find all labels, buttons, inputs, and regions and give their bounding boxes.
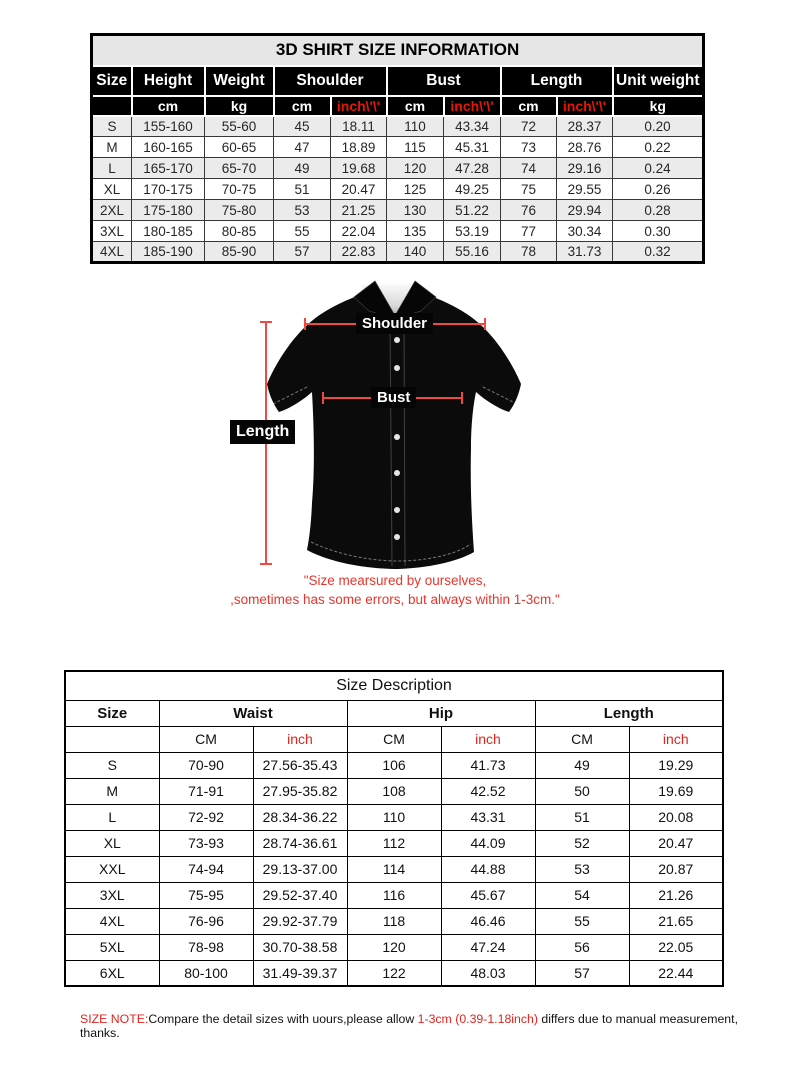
column-group-row bbox=[65, 700, 723, 726]
table-row bbox=[92, 116, 704, 137]
table-cell: 18.11 bbox=[331, 116, 387, 137]
table-cell: 28.76 bbox=[557, 137, 613, 158]
table-row bbox=[92, 221, 704, 242]
table-cell: XXL bbox=[65, 856, 159, 882]
table-cell: 19.69 bbox=[629, 778, 723, 804]
table-cell: 29.92-37.79 bbox=[253, 908, 347, 934]
size-note-highlight: 1-3cm (0.39-1.18inch) bbox=[417, 1012, 538, 1026]
table-cell: 74 bbox=[501, 158, 557, 179]
col-header-height: Height bbox=[132, 66, 205, 96]
table-cell: 78 bbox=[501, 242, 557, 263]
table-cell: 45.67 bbox=[441, 882, 535, 908]
table-cell: 43.34 bbox=[444, 116, 501, 137]
col-header-size: Size bbox=[92, 66, 132, 96]
table-cell: 21.26 bbox=[629, 882, 723, 908]
table-row bbox=[92, 179, 704, 200]
table-cell: 30.70-38.58 bbox=[253, 934, 347, 960]
table-cell: 28.34-36.22 bbox=[253, 804, 347, 830]
table-cell: 20.47 bbox=[331, 179, 387, 200]
table-cell: 43.31 bbox=[441, 804, 535, 830]
table-cell: M bbox=[65, 778, 159, 804]
table-cell: 31.49-39.37 bbox=[253, 960, 347, 986]
unit-cell bbox=[92, 96, 132, 116]
shoulder-label: Shoulder bbox=[356, 313, 433, 334]
table-cell: 0.22 bbox=[613, 137, 704, 158]
table-cell: M bbox=[92, 137, 132, 158]
unit-cell-inch: inch bbox=[629, 726, 723, 752]
table-row bbox=[65, 908, 723, 934]
table-cell: 22.04 bbox=[331, 221, 387, 242]
table-row bbox=[65, 752, 723, 778]
table-cell: 27.56-35.43 bbox=[253, 752, 347, 778]
table-cell: 120 bbox=[387, 158, 444, 179]
shirt-size-info-title: 3D SHIRT SIZE INFORMATION bbox=[92, 35, 704, 66]
table-cell: 29.16 bbox=[557, 158, 613, 179]
table-cell: 55-60 bbox=[205, 116, 274, 137]
table-title-row bbox=[65, 671, 723, 700]
table-cell: 18.89 bbox=[331, 137, 387, 158]
unit-cell-inch: inch\'\' bbox=[444, 96, 501, 116]
table-cell: 4XL bbox=[65, 908, 159, 934]
measure-disclaimer-line1: "Size mearsured by ourselves, bbox=[303, 573, 487, 588]
table-cell: 135 bbox=[387, 221, 444, 242]
size-note-text2: differs due to manual measurement, thanks. bbox=[80, 1012, 738, 1040]
table-cell: 75-95 bbox=[159, 882, 253, 908]
col-header-bust: Bust bbox=[387, 66, 501, 96]
table-cell: 22.83 bbox=[331, 242, 387, 263]
col-header-length: Length bbox=[535, 700, 723, 726]
table-cell: L bbox=[65, 804, 159, 830]
unit-cell-inch: inch\'\' bbox=[331, 96, 387, 116]
table-row bbox=[92, 242, 704, 263]
table-cell: 47.24 bbox=[441, 934, 535, 960]
unit-cell-cm: CM bbox=[159, 726, 253, 752]
table-cell: 75 bbox=[501, 179, 557, 200]
bust-label: Bust bbox=[371, 387, 416, 408]
size-note-text1: Compare the detail sizes with uours,please allow bbox=[148, 1012, 418, 1026]
table-cell: 42.52 bbox=[441, 778, 535, 804]
table-cell: 44.09 bbox=[441, 830, 535, 856]
table-cell: 70-75 bbox=[205, 179, 274, 200]
col-header-weight: Weight bbox=[205, 66, 274, 96]
table-cell: 80-85 bbox=[205, 221, 274, 242]
size-note-prefix: SIZE NOTE: bbox=[80, 1012, 149, 1026]
col-header-length: Length bbox=[501, 66, 613, 96]
table-cell: 19.68 bbox=[331, 158, 387, 179]
unit-cell-cm: cm bbox=[274, 96, 331, 116]
table-cell: 0.28 bbox=[613, 200, 704, 221]
shirt-body bbox=[267, 294, 521, 569]
unit-cell-inch: inch\'\' bbox=[557, 96, 613, 116]
table-cell: 185-190 bbox=[132, 242, 205, 263]
table-title-row bbox=[92, 35, 704, 66]
table-cell: 120 bbox=[347, 934, 441, 960]
table-row bbox=[92, 137, 704, 158]
table-cell: 53 bbox=[274, 200, 331, 221]
table-cell: 175-180 bbox=[132, 200, 205, 221]
table-row bbox=[65, 804, 723, 830]
table-cell: 45 bbox=[274, 116, 331, 137]
table-cell: 29.94 bbox=[557, 200, 613, 221]
table-cell: 55 bbox=[535, 908, 629, 934]
table-cell: 155-160 bbox=[132, 116, 205, 137]
size-note bbox=[80, 1012, 780, 1040]
table-cell: 50 bbox=[535, 778, 629, 804]
unit-cell bbox=[65, 726, 159, 752]
table-cell: 29.52-37.40 bbox=[253, 882, 347, 908]
table-cell: 31.73 bbox=[557, 242, 613, 263]
table-cell: 115 bbox=[387, 137, 444, 158]
table-cell: 30.34 bbox=[557, 221, 613, 242]
col-header-size: Size bbox=[65, 700, 159, 726]
column-group-row bbox=[92, 66, 704, 96]
table-cell: S bbox=[92, 116, 132, 137]
col-header-waist: Waist bbox=[159, 700, 347, 726]
unit-cell-cm: CM bbox=[535, 726, 629, 752]
table-cell: 55 bbox=[274, 221, 331, 242]
table-cell: 46.46 bbox=[441, 908, 535, 934]
table-cell: XL bbox=[92, 179, 132, 200]
table-cell: 106 bbox=[347, 752, 441, 778]
table-cell: 170-175 bbox=[132, 179, 205, 200]
table-cell: 73-93 bbox=[159, 830, 253, 856]
table-cell: 72 bbox=[501, 116, 557, 137]
table-cell: 51 bbox=[274, 179, 331, 200]
table-row bbox=[65, 856, 723, 882]
table-cell: 130 bbox=[387, 200, 444, 221]
table-cell: 54 bbox=[535, 882, 629, 908]
table-cell: 6XL bbox=[65, 960, 159, 986]
table-cell: 60-65 bbox=[205, 137, 274, 158]
table-cell: 76 bbox=[501, 200, 557, 221]
table-cell: 49 bbox=[535, 752, 629, 778]
table-cell: 112 bbox=[347, 830, 441, 856]
col-header-shoulder: Shoulder bbox=[274, 66, 387, 96]
table-cell: 180-185 bbox=[132, 221, 205, 242]
table-row bbox=[65, 934, 723, 960]
table-cell: 5XL bbox=[65, 934, 159, 960]
table-cell: 41.73 bbox=[441, 752, 535, 778]
unit-cell-cm: CM bbox=[347, 726, 441, 752]
table-cell: 49 bbox=[274, 158, 331, 179]
table-cell: 80-100 bbox=[159, 960, 253, 986]
shirt-buttons bbox=[394, 337, 400, 540]
table-cell: 55.16 bbox=[444, 242, 501, 263]
unit-row bbox=[65, 726, 723, 752]
table-cell: 75-80 bbox=[205, 200, 274, 221]
size-description-table bbox=[64, 670, 724, 987]
size-description-title: Size Description bbox=[65, 671, 723, 700]
table-cell: 110 bbox=[387, 116, 444, 137]
shirt-size-table-body bbox=[92, 116, 704, 263]
table-cell: 0.24 bbox=[613, 158, 704, 179]
table-cell: 73 bbox=[501, 137, 557, 158]
table-cell: 140 bbox=[387, 242, 444, 263]
table-row bbox=[65, 778, 723, 804]
table-cell: 72-92 bbox=[159, 804, 253, 830]
table-cell: 27.95-35.82 bbox=[253, 778, 347, 804]
table-cell: 47.28 bbox=[444, 158, 501, 179]
table-cell: 21.65 bbox=[629, 908, 723, 934]
table-cell: 28.37 bbox=[557, 116, 613, 137]
table-cell: 122 bbox=[347, 960, 441, 986]
size-description-table-body bbox=[65, 752, 723, 986]
table-cell: 125 bbox=[387, 179, 444, 200]
col-header-unit-weight: Unit weight bbox=[613, 66, 704, 96]
table-cell: XL bbox=[65, 830, 159, 856]
table-cell: 52 bbox=[535, 830, 629, 856]
table-cell: 22.05 bbox=[629, 934, 723, 960]
unit-cell-kg: kg bbox=[613, 96, 704, 116]
unit-row bbox=[92, 96, 704, 116]
table-cell: 65-70 bbox=[205, 158, 274, 179]
shirt-size-info-table bbox=[90, 33, 705, 264]
table-row bbox=[92, 200, 704, 221]
table-cell: S bbox=[65, 752, 159, 778]
table-cell: 160-165 bbox=[132, 137, 205, 158]
table-row bbox=[65, 960, 723, 986]
table-cell: 118 bbox=[347, 908, 441, 934]
unit-cell-cm: cm bbox=[132, 96, 205, 116]
table-cell: 51 bbox=[535, 804, 629, 830]
table-cell: 49.25 bbox=[444, 179, 501, 200]
table-cell: 165-170 bbox=[132, 158, 205, 179]
unit-cell-kg: kg bbox=[205, 96, 274, 116]
table-cell: 29.55 bbox=[557, 179, 613, 200]
table-cell: 85-90 bbox=[205, 242, 274, 263]
table-cell: 57 bbox=[274, 242, 331, 263]
table-cell: 19.29 bbox=[629, 752, 723, 778]
table-cell: 56 bbox=[535, 934, 629, 960]
table-cell: 57 bbox=[535, 960, 629, 986]
length-label: Length bbox=[230, 420, 295, 444]
table-cell: 116 bbox=[347, 882, 441, 908]
unit-cell-cm: cm bbox=[501, 96, 557, 116]
table-cell: 74-94 bbox=[159, 856, 253, 882]
table-cell: 0.30 bbox=[613, 221, 704, 242]
table-cell: 51.22 bbox=[444, 200, 501, 221]
shirt-measurement-diagram bbox=[225, 278, 570, 573]
table-cell: 0.20 bbox=[613, 116, 704, 137]
unit-cell-cm: cm bbox=[387, 96, 444, 116]
table-cell: 77 bbox=[501, 221, 557, 242]
measure-disclaimer-line2: ,sometimes has some errors, but always within 1-3cm." bbox=[230, 592, 560, 607]
table-cell: 108 bbox=[347, 778, 441, 804]
table-cell: 53 bbox=[535, 856, 629, 882]
table-cell: 29.13-37.00 bbox=[253, 856, 347, 882]
table-row bbox=[65, 882, 723, 908]
table-cell: 22.44 bbox=[629, 960, 723, 986]
table-cell: 0.32 bbox=[613, 242, 704, 263]
table-cell: 3XL bbox=[65, 882, 159, 908]
table-cell: 78-98 bbox=[159, 934, 253, 960]
table-cell: 20.47 bbox=[629, 830, 723, 856]
table-cell: 44.88 bbox=[441, 856, 535, 882]
table-cell: 48.03 bbox=[441, 960, 535, 986]
table-row bbox=[65, 830, 723, 856]
table-cell: 4XL bbox=[92, 242, 132, 263]
table-cell: 70-90 bbox=[159, 752, 253, 778]
table-cell: 2XL bbox=[92, 200, 132, 221]
table-cell: 20.87 bbox=[629, 856, 723, 882]
table-row bbox=[92, 158, 704, 179]
table-cell: 76-96 bbox=[159, 908, 253, 934]
table-cell: 47 bbox=[274, 137, 331, 158]
table-cell: 71-91 bbox=[159, 778, 253, 804]
table-cell: 45.31 bbox=[444, 137, 501, 158]
table-cell: 21.25 bbox=[331, 200, 387, 221]
table-cell: 28.74-36.61 bbox=[253, 830, 347, 856]
table-cell: 53.19 bbox=[444, 221, 501, 242]
unit-cell-inch: inch bbox=[253, 726, 347, 752]
table-cell: 20.08 bbox=[629, 804, 723, 830]
table-cell: L bbox=[92, 158, 132, 179]
table-cell: 0.26 bbox=[613, 179, 704, 200]
col-header-hip: Hip bbox=[347, 700, 535, 726]
table-cell: 3XL bbox=[92, 221, 132, 242]
unit-cell-inch: inch bbox=[441, 726, 535, 752]
table-cell: 110 bbox=[347, 804, 441, 830]
measure-disclaimer bbox=[0, 571, 790, 609]
table-cell: 114 bbox=[347, 856, 441, 882]
